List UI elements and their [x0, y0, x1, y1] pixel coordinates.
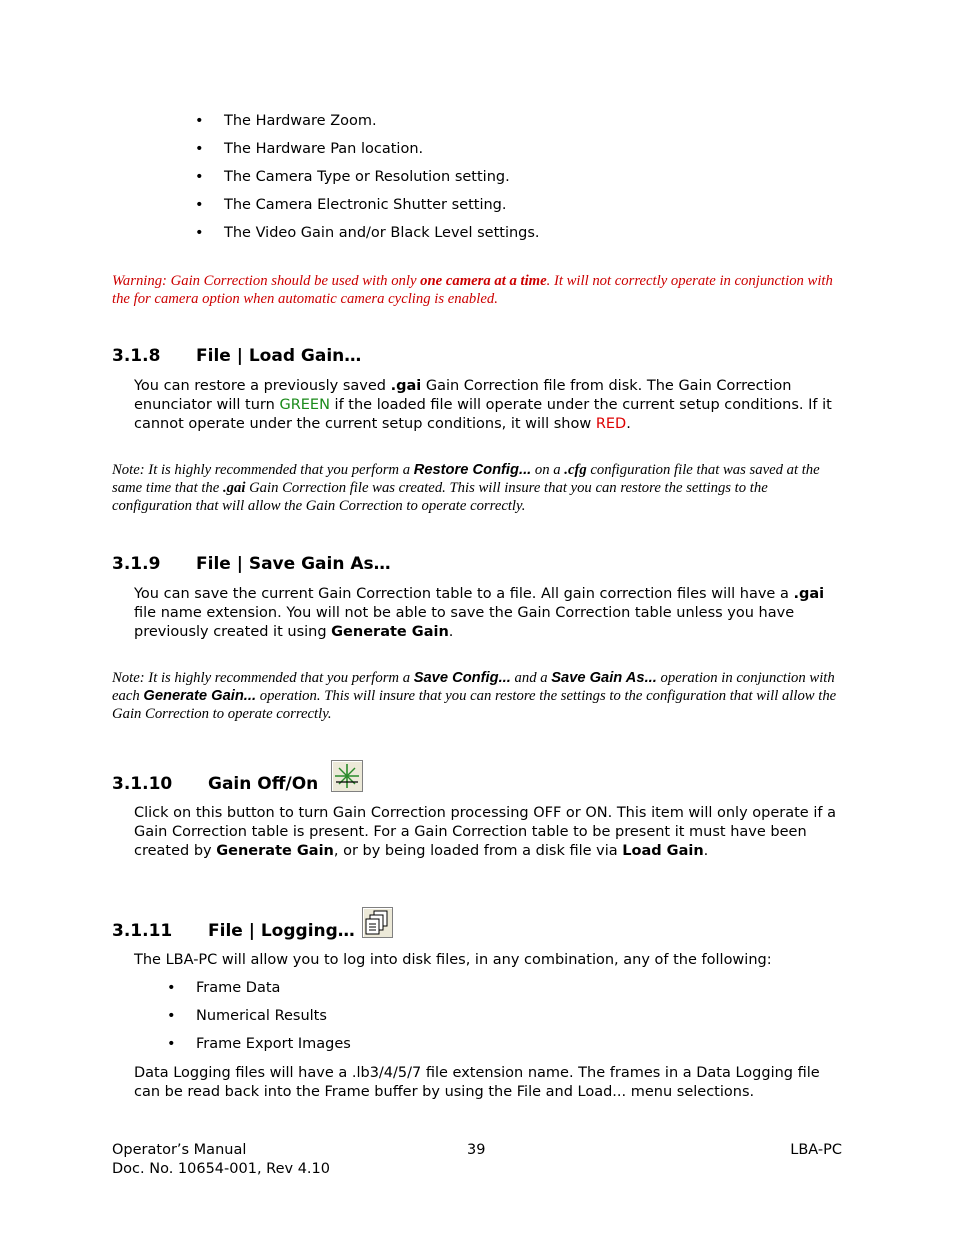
list-item: • The Camera Electronic Shutter setting. [195, 197, 507, 213]
list-item: • The Hardware Zoom. [195, 113, 377, 129]
list-item: • The Camera Type or Resolution setting. [195, 169, 510, 185]
section-heading-3-1-8: 3.1.8 File | Load Gain… [112, 346, 362, 366]
gain-toggle-icon-graphic [332, 761, 362, 791]
list-item: • The Video Gain and/or Black Level settings. [195, 225, 540, 241]
list-item: • Numerical Results [167, 1008, 327, 1024]
gain-toggle-icon[interactable] [331, 760, 363, 792]
section-heading-3-1-11: 3.1.11 File | Logging… [112, 921, 355, 941]
list-item: • Frame Data [167, 980, 281, 996]
list-item: • Frame Export Images [167, 1036, 351, 1052]
footer-product-name: LBA-PC [790, 1142, 842, 1158]
page-number: 39 [467, 1142, 486, 1158]
section-3-1-11-intro: The LBA-PC will allow you to log into disk files, in any combination, any of the following: [134, 952, 772, 968]
gain-warning: Warning: Gain Correction should be used with only one camera at a time. It will not correctly operate in conjunction with the for camera option when automatic camera cycling is enabled. [112, 273, 833, 307]
status-red: RED [595, 416, 627, 432]
warning-emphasis: one camera at a time [420, 273, 547, 289]
section-3-1-9-note: Note: It is highly recommended that you perform a Save Config... and a Save Gain As... operation in conjunction with each Generate Gain... operation. This will insure that you can restore the settings to the configuration that will allow the Gain Correction to operate correctly. [112, 670, 837, 722]
top-bullet-list [195, 112, 795, 252]
section-3-1-9-body: You can save the current Gain Correction table to a file. All gain correction files will have a .gai file name extension. You will not be able to save the Gain Correction table unless you have previously created it using Generate Gain. [134, 586, 825, 640]
section-3-1-11-outro: Data Logging files will have a .lb3/4/5/7 file extension name. The frames in a Data Logging file can be read back into the Frame buffer by using the File and Load... menu selections. [134, 1065, 820, 1100]
section-heading-3-1-10: 3.1.10 Gain Off/On [112, 774, 319, 794]
section-heading-3-1-9: 3.1.9 File | Save Gain As… [112, 554, 391, 574]
logging-bullet-list [167, 979, 667, 1063]
section-3-1-8-body: You can restore a previously saved .gai Gain Correction file from disk. The Gain Correction enunciator will turn GREEN if the loaded file will operate under the current setup conditions. If it cannot operate under the current setup conditions, it will show RED. [134, 378, 832, 432]
list-item: • The Hardware Pan location. [195, 141, 424, 157]
footer-doc-number: Doc. No. 10654-001, Rev 4.10 [112, 1161, 330, 1177]
section-3-1-10-body: Click on this button to turn Gain Correction processing OFF or ON. This item will only operate if a Gain Correction table is present. For a Gain Correction table to be present it must have been created by Generate Gain, or by being loaded from a disk file via Load Gain. [134, 805, 836, 859]
footer-manual-title: Operator’s Manual [112, 1142, 247, 1158]
section-3-1-8-note: Note: It is highly recommended that you perform a Restore Config... on a .cfg configuration file that was saved at the same time that the .gai Gain Correction file was created. This will insure that you can restore the settings to the configuration that will allow the Gain Correction to operate correctly. [112, 462, 820, 514]
status-green: GREEN [279, 397, 330, 413]
logging-icon[interactable] [362, 907, 393, 938]
logging-icon-graphic [363, 908, 392, 937]
